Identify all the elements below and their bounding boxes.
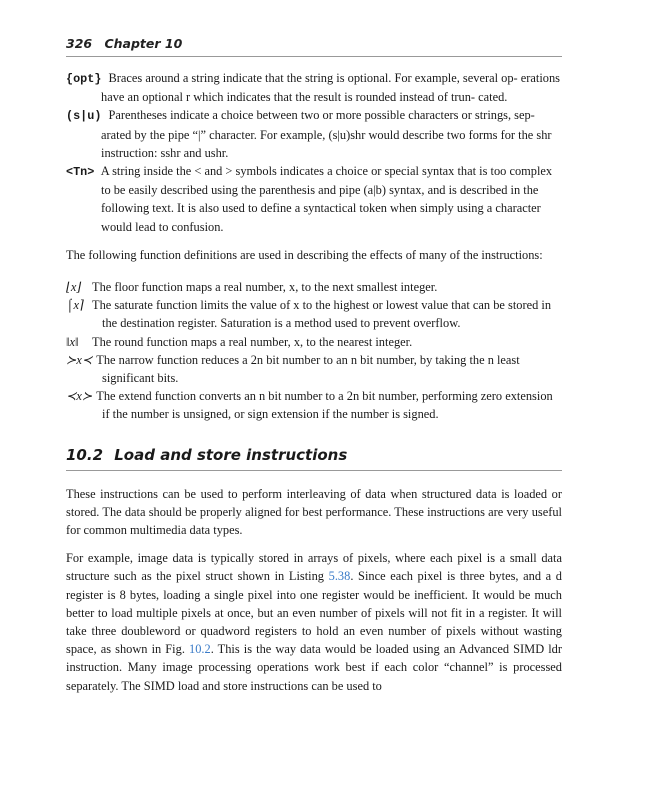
function-text: The narrow function reduces a 2n bit number to an n bit number, by taking the n least significant bits. [96,352,520,386]
notation-term: {opt} [66,72,102,86]
notation-list [66,69,562,236]
notation-term: (s|u) [66,109,102,124]
section-paragraph-2: For example, image data is typically stored in arrays of pixels, where each pixel is a small data structure such as the pixel struct shown in Listing 5.38. Since each pixel is three bytes, and a d register is 8 bytes, loading a single pixel into one register would be inefficient. It would be much better to load multiple pixels at once, but an even number of pixels will not fit in a register. It will take three doubleword or quadword registers to hold an even number of pixels without wasting space, as shown in Fig. 10.2. This is the way data would be loaded using an Advanced SIMD ldr instruction. Many image processing operations work best if each color “channel” is processed separately. The SIMD load and store instructions can be used to [66,551,563,693]
intro-paragraph: The following function definitions are used in describing the effects of many of the instructions: [66,247,543,262]
notation-text: cated. [478,90,508,105]
notation-text: complex to be easily described using the parenthesis and pipe (a|b) syntax, and is [101,164,553,198]
notation-text: Parentheses indicate a choice between two or more possible characters or strings, sep- [108,108,535,123]
notation-entry-tn [66,162,562,236]
notation-text: arated by the pipe “|” character. For example, (s|u)shr would describe two forms for [101,127,516,142]
notation-text: A string inside the < and > symbols indicates a choice or special syntax that is too [100,164,507,179]
function-narrow [66,351,562,387]
function-saturate [66,296,562,332]
function-floor [66,278,562,296]
book-page [66,36,562,705]
listing-ref[interactable]: 5.38 [328,569,351,584]
function-text: The round function maps a real number, x, to the nearest integer. [92,334,413,349]
section-heading [66,446,562,471]
notation-text: described in the following text. It is also used to define a syntactical token when simply [101,183,539,216]
function-text: The saturate function limits the value of x to the highest or lowest value that can be stored in the destination register. Saturation is a method used to prevent overflow. [92,298,552,331]
notation-entry-su [66,106,562,162]
extend-symbol: ≺x≻ [66,389,93,404]
section-title: Load and store instructions [114,445,348,464]
notation-text: the shr instruction: sshr and ushr. [101,127,552,160]
saturate-symbol: ⌠x⌉ [66,298,84,313]
section-number: 10.2 [66,445,104,464]
chapter-label: Chapter 10 [104,36,183,51]
figure-ref[interactable]: 10.2 [189,642,211,657]
section-paragraph-1: These instructions can be used to perform interleaving of data when structured data is loaded or stored. The data should be properly aligned for best performance. These instructions are very useful for common multimedia data types. [66,486,562,538]
floor-symbol: ⌊x⌋ [66,280,82,295]
notation-entry-opt [66,69,562,106]
page-number: 326 [66,36,93,51]
running-head [66,36,562,57]
notation-text: erations have an optional r which indicates that the result is rounded instead of trun- [101,71,560,105]
notation-text: Braces around a string indicate that the string is optional. For example, several op- [108,71,518,85]
function-text: The extend function converts an n bit number to a 2n bit number, performing zero extension if the number is unsigned, or sign extension if the number is signed. [96,389,553,422]
round-symbol: ‖x‖ [66,334,79,349]
function-text: The floor function maps a real number, x, to the next smallest integer. [92,280,438,295]
narrow-symbol: ≻x≺ [66,352,93,367]
notation-term: <Tn> [66,165,95,180]
function-definitions [66,278,562,424]
function-extend [66,387,562,423]
function-round [66,333,562,351]
notation-text: using a character would lead to confusion. [101,201,541,234]
